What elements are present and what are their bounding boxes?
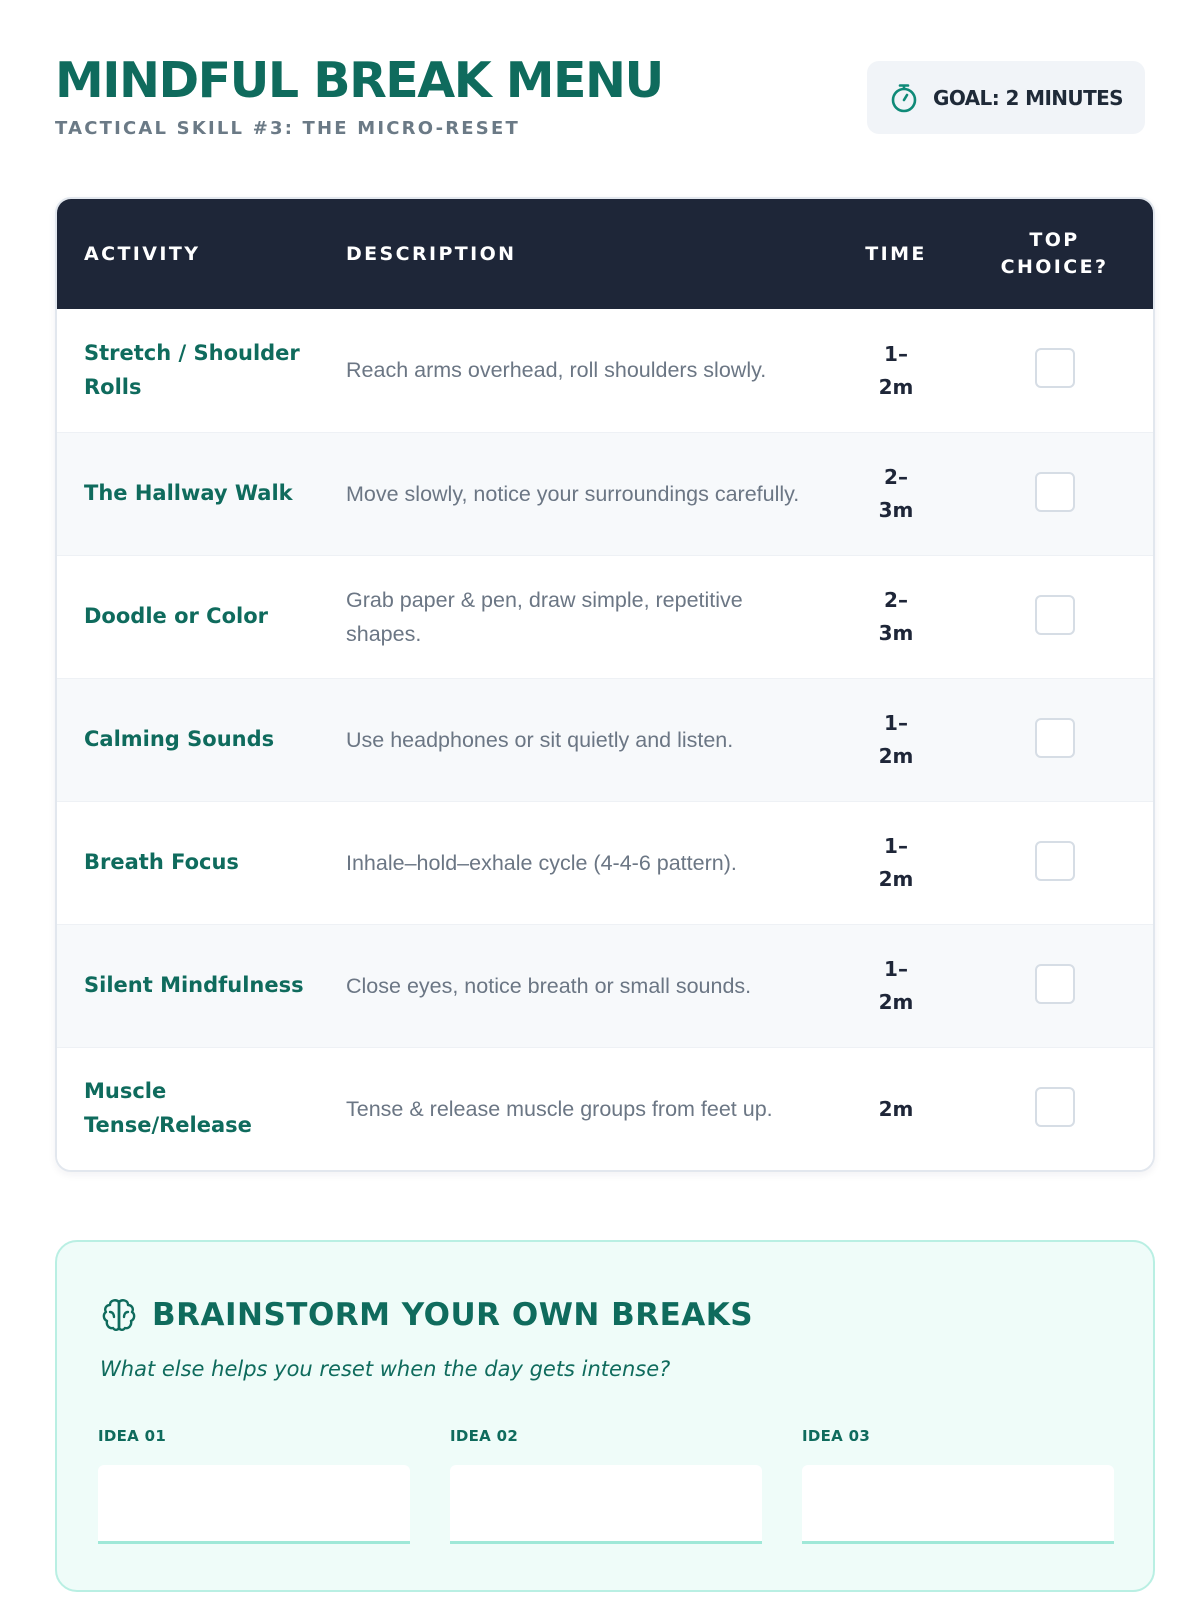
idea-label: IDEA 01 bbox=[98, 1427, 167, 1445]
top-choice-cell bbox=[956, 472, 1153, 517]
column-header-time: TIME bbox=[865, 242, 927, 265]
top-choice-cell bbox=[956, 841, 1153, 886]
top-choice-checkbox[interactable] bbox=[1035, 348, 1075, 388]
activity-name: Stretch / Shoulder Rolls bbox=[84, 340, 300, 399]
activity-description: Grab paper & pen, draw simple, repetitive shapes. bbox=[346, 587, 743, 646]
column-header-activity: ACTIVITY bbox=[84, 242, 201, 265]
activity-time: 1–2m bbox=[878, 957, 914, 1014]
table-row bbox=[57, 555, 1153, 678]
activity-time: 1–2m bbox=[878, 711, 914, 768]
top-choice-checkbox[interactable] bbox=[1035, 595, 1075, 635]
activity-description: Tense & release muscle groups from feet up. bbox=[346, 1096, 773, 1121]
brainstorm-title: BRAINSTORM YOUR OWN BREAKS bbox=[152, 1297, 754, 1333]
top-choice-checkbox[interactable] bbox=[1035, 964, 1075, 1004]
activity-description: Use headphones or sit quietly and listen. bbox=[346, 727, 734, 752]
activity-time: 1–2m bbox=[878, 341, 914, 399]
page-title: MINDFUL BREAK MENU bbox=[55, 52, 663, 109]
break-menu-table bbox=[55, 197, 1155, 1172]
goal-label: GOAL: 2 MINUTES bbox=[933, 85, 1123, 110]
activity-description: Reach arms overhead, roll shoulders slowly. bbox=[346, 358, 767, 383]
activity-name: Muscle Tense/Release bbox=[84, 1079, 252, 1137]
brainstorm-panel bbox=[55, 1240, 1155, 1592]
activity-name: Doodle or Color bbox=[84, 604, 268, 629]
idea-label: IDEA 02 bbox=[450, 1427, 519, 1445]
idea-label: IDEA 03 bbox=[802, 1427, 871, 1445]
brainstorm-question: What else helps you reset when the day gets intense? bbox=[100, 1357, 671, 1381]
activity-description: Close eyes, notice breath or small sounds. bbox=[346, 973, 752, 998]
idea-field-group bbox=[802, 1427, 1114, 1544]
top-choice-cell bbox=[956, 1087, 1153, 1132]
top-choice-checkbox[interactable] bbox=[1035, 472, 1075, 512]
top-choice-checkbox[interactable] bbox=[1035, 1087, 1075, 1127]
brain-icon bbox=[100, 1296, 138, 1334]
table-row bbox=[57, 309, 1153, 432]
activity-time: 1–2m bbox=[878, 834, 914, 891]
top-choice-checkbox[interactable] bbox=[1035, 841, 1075, 881]
page-header bbox=[55, 0, 1145, 190]
idea-input-02[interactable] bbox=[450, 1465, 762, 1544]
top-choice-cell bbox=[956, 595, 1153, 640]
activity-name: Breath Focus bbox=[84, 850, 239, 875]
page-subtitle: TACTICAL SKILL #3: THE MICRO-RESET bbox=[55, 118, 520, 139]
idea-field-group bbox=[98, 1427, 410, 1544]
table-row bbox=[57, 432, 1153, 555]
activity-name: Calming Sounds bbox=[84, 727, 275, 752]
brainstorm-header bbox=[100, 1296, 753, 1334]
activity-name: The Hallway Walk bbox=[84, 481, 293, 506]
column-header-top-choice: TOP CHOICE? bbox=[1000, 229, 1109, 278]
activity-time: 2–3m bbox=[878, 465, 914, 522]
top-choice-cell bbox=[956, 964, 1153, 1009]
top-choice-cell bbox=[956, 348, 1153, 393]
top-choice-checkbox[interactable] bbox=[1035, 718, 1075, 758]
table-row bbox=[57, 801, 1153, 924]
idea-input-01[interactable] bbox=[98, 1465, 410, 1544]
activity-time: 2–3m bbox=[878, 588, 914, 645]
table-body bbox=[57, 309, 1153, 1170]
table-row bbox=[57, 924, 1153, 1047]
idea-fields bbox=[98, 1427, 1114, 1544]
table-header bbox=[57, 199, 1153, 309]
top-choice-cell bbox=[956, 718, 1153, 763]
activity-description: Move slowly, notice your surroundings carefully. bbox=[346, 481, 800, 506]
table-row bbox=[57, 678, 1153, 801]
column-header-description: DESCRIPTION bbox=[346, 242, 517, 265]
stopwatch-icon bbox=[889, 82, 919, 114]
table-row bbox=[57, 1047, 1153, 1170]
goal-badge bbox=[867, 61, 1145, 134]
activity-description: Inhale–hold–exhale cycle (4-4-6 pattern). bbox=[346, 850, 737, 875]
activity-name: Silent Mindfulness bbox=[84, 973, 304, 998]
idea-input-03[interactable] bbox=[802, 1465, 1114, 1544]
idea-field-group bbox=[450, 1427, 762, 1544]
activity-time: 2m bbox=[878, 1096, 914, 1121]
